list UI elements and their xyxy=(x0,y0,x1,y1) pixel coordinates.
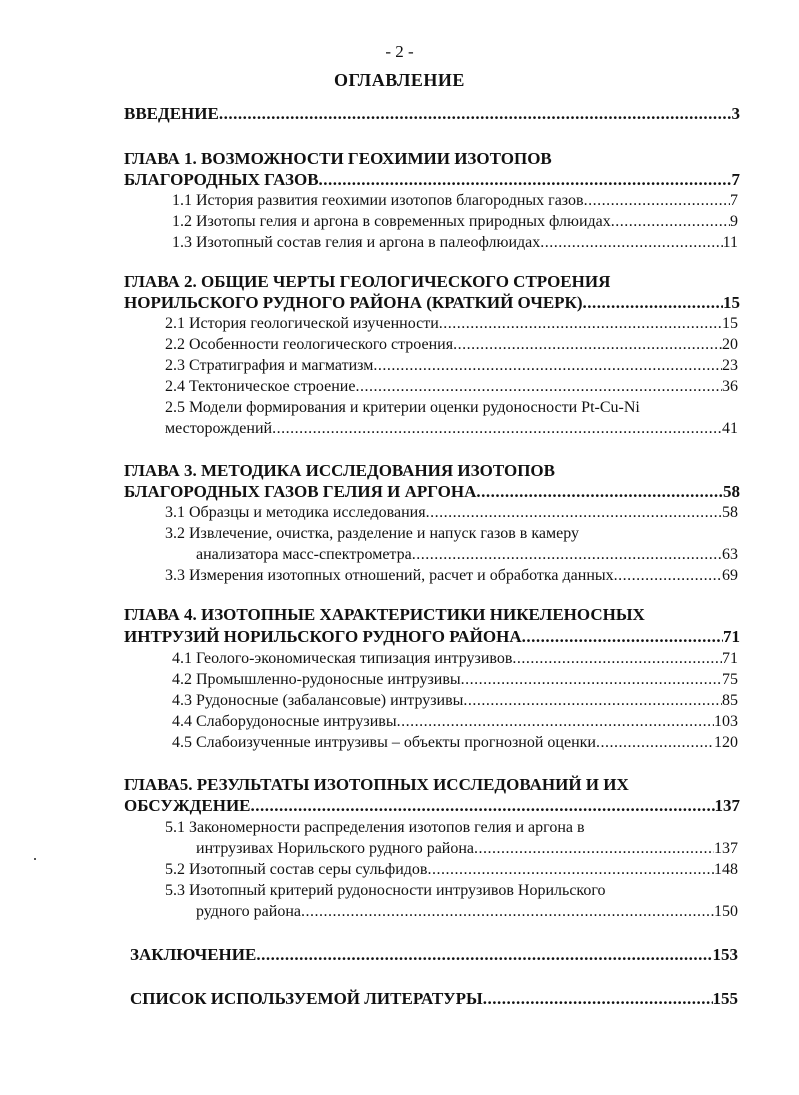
toc-entry-conclusion[interactable] xyxy=(130,944,738,966)
toc-page-number: 153 xyxy=(712,945,738,964)
dot-leader xyxy=(483,988,713,1010)
toc-page-number: 148 xyxy=(714,861,738,878)
toc-page-number: 155 xyxy=(712,989,738,1008)
toc-page-number: 36 xyxy=(722,378,738,395)
chapter-2-title-line1: ГЛАВА 2. ОБЩИЕ ЧЕРТЫ ГЕОЛОГИЧЕСКОГО СТРОЕНИЯ xyxy=(124,272,611,291)
toc-entry-5-1-line1[interactable]: 5.1 Закономерности распределения изотопов гелия и аргона в xyxy=(165,819,585,836)
toc-entry-3-1[interactable] xyxy=(165,502,738,524)
toc-page-number: 20 xyxy=(722,336,738,353)
toc-page-number: 58 xyxy=(723,482,740,501)
toc-entry-chapter-2[interactable] xyxy=(124,292,740,314)
toc-entry-text: 2.2 Особенности геологического строения xyxy=(165,336,454,353)
dot-leader xyxy=(611,211,730,233)
dot-leader xyxy=(583,292,723,314)
toc-entry-4-4[interactable] xyxy=(172,711,738,733)
toc-page-number: 137 xyxy=(714,796,740,815)
toc-page-number: 75 xyxy=(722,671,738,688)
toc-entry-2-4[interactable] xyxy=(165,376,738,398)
toc-entry-text: 3.1 Образцы и методика исследования xyxy=(165,504,426,521)
toc-entry-text: 5.2 Изотопный состав серы сульфидов xyxy=(165,861,428,878)
toc-entry-4-5[interactable] xyxy=(172,732,738,754)
toc-entry-text: 1.1 История развития геохимии изотопов благородных газов xyxy=(172,192,584,209)
toc-entry-2-5[interactable] xyxy=(165,418,738,440)
toc-entry-text: 1.2 Изотопы гелия и аргона в современных природных флюидах xyxy=(172,213,611,230)
chapter-5-title-line1: ГЛАВА5. РЕЗУЛЬТАТЫ ИЗОТОПНЫХ ИССЛЕДОВАНИЙ И ИХ xyxy=(124,775,629,794)
toc-entry-text: ЗАКЛЮЧЕНИЕ xyxy=(130,945,257,964)
dot-leader xyxy=(540,232,722,254)
toc-entry-text: ОБСУЖДЕНИЕ xyxy=(124,796,251,815)
dot-leader xyxy=(219,103,732,125)
toc-entry-text: месторождений xyxy=(165,420,273,437)
dot-leader xyxy=(355,376,722,398)
dot-leader xyxy=(474,838,714,860)
toc-entry-4-2[interactable] xyxy=(172,669,738,691)
chapter-4-title-line1: ГЛАВА 4. ИЗОТОПНЫЕ ХАРАКТЕРИСТИКИ НИКЕЛЕНОСНЫХ xyxy=(124,605,645,624)
toc-entry-text: ИНТРУЗИЙ НОРИЛЬСКОГО РУДНОГО РАЙОНА xyxy=(124,627,522,646)
toc-entry-text: БЛАГОРОДНЫХ ГАЗОВ ГЕЛИЯ И АРГОНА xyxy=(124,482,477,501)
toc-page-number: 71 xyxy=(722,650,738,667)
toc-page-number: 103 xyxy=(714,713,738,730)
toc-entry-2-5-line1[interactable]: 2.5 Модели формирования и критерии оценки рудоносности Pt-Cu-Ni xyxy=(165,399,640,416)
dot-leader xyxy=(373,355,722,377)
toc-page-number: 71 xyxy=(723,627,740,646)
toc-entry-text: интрузивах Норильского рудного района xyxy=(196,840,475,857)
toc-entry-1-3[interactable] xyxy=(172,232,738,254)
toc-entry-intro[interactable] xyxy=(124,103,740,125)
dot-leader xyxy=(397,711,714,733)
toc-entry-text: 4.2 Промышленно-рудоносные интрузивы xyxy=(172,671,461,688)
toc-entry-text: 4.4 Слаборудоносные интрузивы xyxy=(172,713,397,730)
dot-leader xyxy=(512,648,722,670)
dot-leader xyxy=(426,502,722,524)
toc-entry-5-1[interactable] xyxy=(196,838,738,860)
toc-entry-text: ВВЕДЕНИЕ xyxy=(124,104,219,123)
toc-entry-chapter-1[interactable] xyxy=(124,169,740,191)
toc-entry-2-2[interactable] xyxy=(165,334,738,356)
toc-page-number: 15 xyxy=(723,293,740,312)
scan-speck xyxy=(34,858,36,860)
toc-entry-text: 1.3 Изотопный состав гелия и аргона в палеофлюидах xyxy=(172,234,541,251)
dot-leader xyxy=(453,334,722,356)
toc-page-number: 69 xyxy=(722,567,738,584)
toc-entry-text: рудного района xyxy=(196,903,301,920)
dot-leader xyxy=(301,901,714,923)
chapter-3-title-line1: ГЛАВА 3. МЕТОДИКА ИССЛЕДОВАНИЯ ИЗОТОПОВ xyxy=(124,461,555,480)
page-title: ОГЛАВЛЕНИЕ xyxy=(334,70,465,90)
toc-entry-references[interactable] xyxy=(130,988,738,1010)
toc-page-number: 137 xyxy=(714,840,738,857)
dot-leader xyxy=(256,944,712,966)
toc-page-number: 9 xyxy=(730,213,738,230)
toc-entry-text: 4.1 Геолого-экономическая типизация интрузивов xyxy=(172,650,513,667)
dot-leader xyxy=(319,169,732,191)
toc-page-number: 41 xyxy=(722,420,738,437)
toc-entry-text: 2.1 История геологической изученности xyxy=(165,315,439,332)
toc-entry-text: СПИСОК ИСПОЛЬЗУЕМОЙ ЛИТЕРАТУРЫ xyxy=(130,989,483,1008)
toc-entry-text: 2.4 Тектоническое строение xyxy=(165,378,356,395)
toc-entry-5-3-line1[interactable]: 5.3 Изотопный критерий рудоносности интрузивов Норильского xyxy=(165,882,606,899)
dot-leader xyxy=(476,481,723,503)
toc-entry-2-1[interactable] xyxy=(165,313,738,335)
toc-entry-3-2[interactable] xyxy=(196,544,738,566)
toc-entry-3-2-line1[interactable]: 3.2 Извлечение, очистка, разделение и напуск газов в камеру xyxy=(165,525,579,542)
toc-entry-4-1[interactable] xyxy=(172,648,738,670)
toc-entry-1-2[interactable] xyxy=(172,211,738,233)
page-number: - 2 - xyxy=(385,42,414,61)
toc-entry-3-3[interactable] xyxy=(165,565,738,587)
toc-entry-text: 4.5 Слабоизученные интрузивы – объекты прогнозной оценки xyxy=(172,734,596,751)
toc-entry-chapter-4[interactable] xyxy=(124,626,740,648)
toc-entry-text: 4.3 Рудоносные (забалансовые) интрузивы xyxy=(172,692,464,709)
dot-leader xyxy=(427,859,714,881)
dot-leader xyxy=(596,732,714,754)
toc-page-number: 7 xyxy=(730,192,738,209)
toc-entry-text: НОРИЛЬСКОГО РУДНОГО РАЙОНА (КРАТКИЙ ОЧЕРК) xyxy=(124,293,583,312)
toc-entry-text: 3.3 Измерения изотопных отношений, расчет и обработка данных xyxy=(165,567,614,584)
toc-entry-2-3[interactable] xyxy=(165,355,738,377)
toc-entry-text: БЛАГОРОДНЫХ ГАЗОВ xyxy=(124,170,319,189)
toc-page-number: 11 xyxy=(722,234,738,251)
dot-leader xyxy=(463,690,722,712)
toc-page-number: 23 xyxy=(722,357,738,374)
toc-entry-5-3[interactable] xyxy=(196,901,738,923)
toc-page-number: 15 xyxy=(722,315,738,332)
toc-entry-text: анализатора масс-спектрометра xyxy=(196,546,412,563)
dot-leader xyxy=(272,418,722,440)
toc-page-number: 120 xyxy=(714,734,738,751)
toc-entry-4-3[interactable] xyxy=(172,690,738,712)
dot-leader xyxy=(522,626,723,648)
toc-page-number: 3 xyxy=(731,104,740,123)
toc-entry-5-2[interactable] xyxy=(165,859,738,881)
dot-leader xyxy=(584,190,730,212)
dot-leader xyxy=(412,544,722,566)
toc-page-number: 150 xyxy=(714,903,738,920)
toc-entry-chapter-5[interactable] xyxy=(124,795,740,817)
dot-leader xyxy=(251,795,715,817)
toc-page-number: 7 xyxy=(731,170,740,189)
toc-entry-text: 2.3 Стратиграфия и магматизм xyxy=(165,357,374,374)
dot-leader xyxy=(461,669,722,691)
toc-page-number: 63 xyxy=(722,546,738,563)
toc-entry-chapter-3[interactable] xyxy=(124,481,740,503)
dot-leader xyxy=(439,313,722,335)
dot-leader xyxy=(614,565,722,587)
chapter-1-title-line1: ГЛАВА 1. ВОЗМОЖНОСТИ ГЕОХИМИИ ИЗОТОПОВ xyxy=(124,149,552,168)
toc-entry-1-1[interactable] xyxy=(172,190,738,212)
toc-page-number: 85 xyxy=(722,692,738,709)
toc-page-number: 58 xyxy=(722,504,738,521)
